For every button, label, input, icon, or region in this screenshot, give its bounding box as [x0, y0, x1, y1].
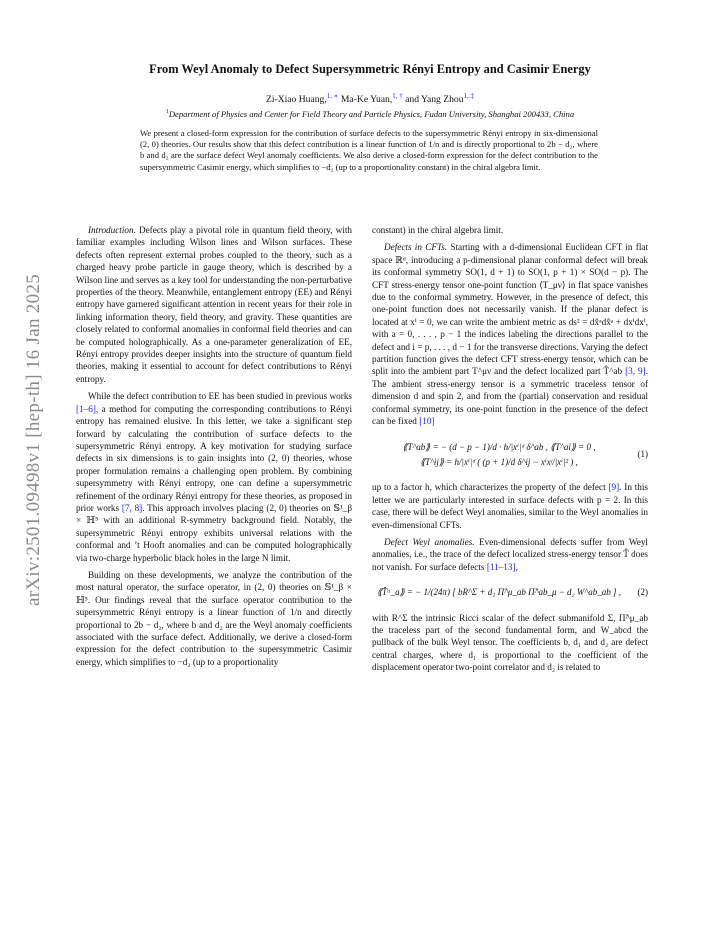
paragraph-text: Defects play a pivotal role in quantum field theory, with familiar examples including Wilson lines and Wilson surfaces. These defects often represent external probes coupled to the theory, such as a charged heavy probe particle in gauge theory, which is described by a Wilson line and serves as a key tool for understanding the non-perturbative properties of the theory. Meanwhile, entanglement entropy (EE) and Rényi entropy have garnered significant attention in recent years for their role in linking information theory, field theory, and gravity. These quantities are closely related to conformal anomalies in conformal field theories and can be computed holographically. As a one-parameter generalization of EE, Rényi entropy provides deeper insights into the structure of quantum field theories, making it essential to account for defect contributions to Rényi entropy.	[76, 225, 352, 384]
affiliation-text: Department of Physics and Center for Field Theory and Particle Physics, Fudan University, Shanghai 200433, China	[168, 109, 575, 119]
right-column	[372, 224, 648, 679]
affiliation	[60, 109, 680, 119]
paragraph	[372, 612, 648, 674]
arxiv-stamp-text: arXiv:2501.09498v1 [hep-th] 16 Jan 2025	[23, 273, 45, 607]
equation-line: ⟪T̂ᵃ_a⟫ = − 1/(24π) [ bR^Σ + d₁ Π̃^μ_ab Π̃^ab_μ − d₂ W^ab_ab ] ,	[377, 587, 621, 598]
citation-link[interactable]: [7, 8]	[121, 502, 143, 513]
paragraph	[76, 390, 352, 564]
author-mark[interactable]: 1, ∗	[326, 92, 339, 100]
equation-number: (2)	[637, 587, 648, 598]
paragraph-text: up to a factor h, which characterizes the property of the defect	[372, 482, 609, 493]
paragraph-text: constant) in the chiral algebra limit.	[372, 225, 504, 235]
abstract: We present a closed-form expression for the contribution of surface defects to the supersymmetric Rényi entropy in six-dimensional (2, 0) theories. Our results show that this defect contribution is a linear function of 1/n and is directly proportional to 2b − d₂, where b and d₂ are the surface defect Weyl anomaly coefficients. We also derive a closed-form expression for the defect contribution to the supersymmetric Casimir energy, which simplifies to −d₂ (up to a proportionality constant) in the chiral algebra limit.	[140, 128, 598, 172]
author-name: Zi-Xiao Huang,	[265, 94, 327, 106]
paragraph	[372, 224, 648, 236]
paragraph-text: Building on these developments, we analyze the contribution of the most natural operator, the surface operator, in (2, 0) theories on 𝕊¹_β × ℍ⁵. Our findings reveal that the surface operator contribution to the supersymmetric Rényi entropy is a linear function of 1/n and directly proportional to 2b − d₂, where b and d₂ are the Weyl anomaly coefficients associated with the surface defect. Additionally, we derive a closed-form expression for the defect contribution to the supersymmetric Casimir energy, which simplifies to −d₂ (up to a proportionality	[76, 569, 352, 667]
paragraph-text: , a method for computing the corresponding contributions to Rényi entropy has remained elusive. In this letter, we take a significant step forward by calculating the contribution of surface defects to the supersymmetric Rényi entropy. A key motivation for studying surface defects in six dimensions is to gain insights into (2, 0) theories, whose proper formulation remains a challenging open problem. By combining supersymmetry with Rényi entropy, one can define a supersymmetric refinement of the ordinary Rényi entropy for these theories, as proposed in prior works	[76, 403, 352, 513]
author-mark[interactable]: 1, †	[392, 92, 403, 100]
affiliation-mark: 1	[165, 109, 169, 116]
paragraph-text: . The ambient stress-energy tensor is a symmetric traceless tensor of dimension d and spin 2, and from the (partial) conservation and residual conformal symmetry, its one-point function in the presence of the defect can be fixed	[372, 366, 648, 427]
citation-link[interactable]: [11–13]	[486, 561, 516, 572]
arxiv-stamp	[14, 230, 54, 650]
section-heading-introduction: Introduction.	[88, 225, 136, 235]
author-name: Ma-Ke Yuan,	[340, 94, 393, 106]
paragraph-text: Even-dimensional defects suffer from Weyl anomalies, i.e., the trace of the defect localized stress-energy tensor T̂ does not vanish. For surface defects	[372, 536, 648, 572]
paragraph	[372, 536, 648, 573]
section-heading-weyl: Defect Weyl anomalies.	[384, 536, 475, 547]
author-list	[60, 92, 680, 105]
citation-link[interactable]: [1–6]	[76, 403, 96, 414]
equation-number: (1)	[637, 449, 648, 460]
paragraph	[372, 481, 648, 531]
paragraph	[76, 569, 352, 668]
left-column	[76, 224, 352, 673]
intro-paragraph	[76, 224, 352, 385]
paragraph-text: with R^Σ the intrinsic Ricci scalar of the defect submanifold Σ, Π̃^μ_ab the traceless part of the second fundamental form, and W_abcd the pullback of the bulk Weyl tensor. The coefficients b, d₁ and d₂ are defect central charges, where d₁ is proportional to the coefficient of the displacement operator two-point correlator and d₂ is related to	[372, 612, 648, 673]
paragraph-text: ,	[515, 561, 518, 572]
equation-line: ⟪T^ij⟫ = h/|xⁱ|ᵈ ( (p + 1)/d δ^ij − xⁱxʲ/|xⁱ|² ) ,	[420, 456, 578, 467]
paragraph	[372, 241, 648, 427]
equation-1	[372, 438, 648, 472]
equation-2	[372, 583, 648, 601]
citation-link[interactable]: [10]	[419, 416, 435, 427]
paper-title: From Weyl Anomaly to Defect Supersymmetric Rényi Entropy and Casimir Energy	[149, 62, 591, 76]
paragraph-text: While the defect contribution to EE has been studied in previous works	[88, 391, 352, 402]
citation-link[interactable]: [9]	[608, 482, 620, 493]
paragraph-text: . In this letter we are particularly interested in surface defects with p = 2. In this case, there will be defect Weyl anomalies, similar to the Weyl anomalies in even-dimensional CFTs.	[372, 482, 648, 530]
section-heading-defects: Defects in CFTs.	[384, 242, 448, 253]
author-mark[interactable]: 1, ‡	[463, 92, 475, 100]
citation-link[interactable]: [3, 9]	[625, 366, 646, 377]
paragraph-text: Starting with a d-dimensional Euclidean CFT in flat space ℝᵈ, introducing a p-dimensional planar conformal defect will break its conformal symmetry SO(1, d + 1) to SO(1, p + 1) × SO(d − p). The CFT stress-energy tensor one-point function ⟨T_μν⟩ in flat space vanishes due to the conformal symmetry. However, in the presence of defect, this one-point function does not necessarily vanish. If the planar defect is located at xⁱ = 0, we can write the ambient metric as ds² = dx̂ᵃdx̂ᵃ + dxⁱdxⁱ, with a = 0, . . . , p − 1 the indices labeling the directions parallel to the defect and i = p, . . . , d − 1 for the transverse directions. Varying the defect partition function gives the defect CFT stress-energy tensor, which can be split into the ambient part T^μν and the defect localized part T̂^ab	[372, 242, 649, 377]
paragraph-text: . This approach involves placing (2, 0) theories on 𝕊¹_β × ℍ⁵ with an additional R-symmetry background field. Notably, the supersymmetric Rényi entropy exhibits universal relations with the conformal and ’t Hooft anomalies and can be computed holographically via two-charge hyperbolic black holes in the large N limit.	[76, 502, 352, 563]
author-name: and Yang Zhou	[405, 94, 464, 106]
equation-line: ⟪T^ab⟫ = − (d − p − 1)/d · h/|xⁱ|ᵈ δ^ab , ⟪T^ai⟫ = 0 ,	[402, 441, 596, 452]
